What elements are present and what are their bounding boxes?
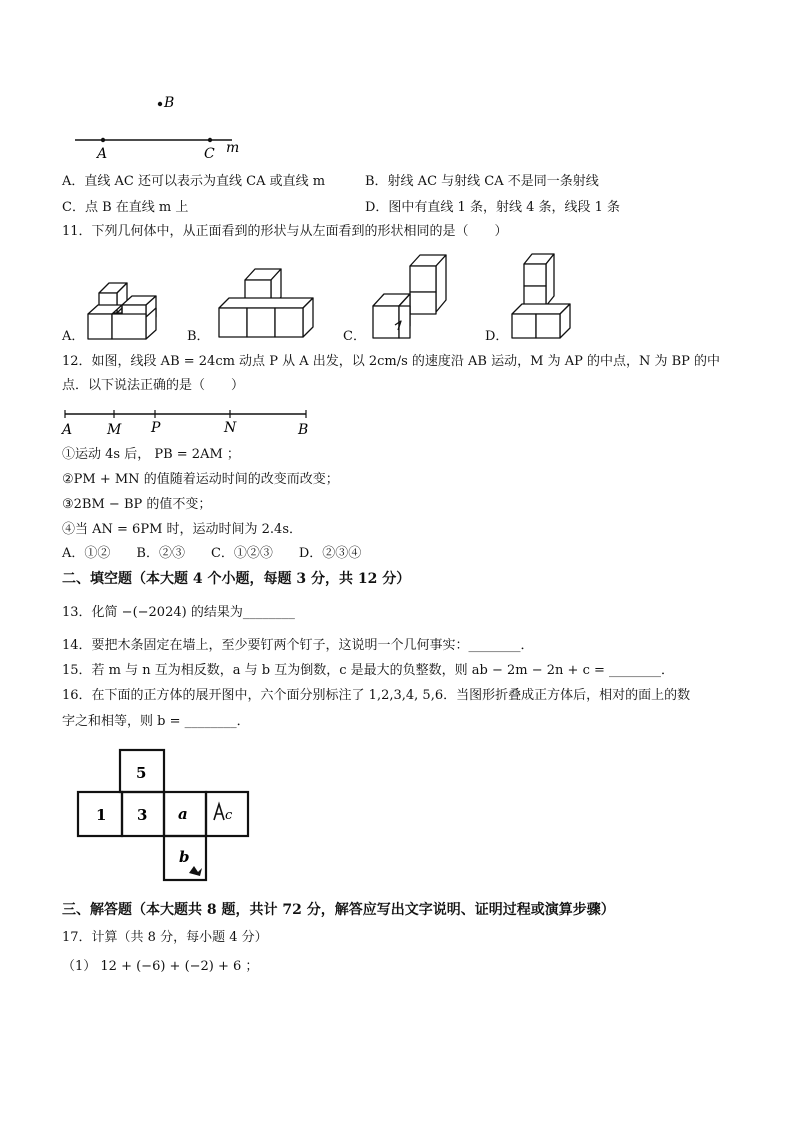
q12-statement-4: ④当 AN = 6PM 时，运动时间为 2.4s． (62, 522, 302, 537)
q17-part-1: （1） 12 + (−6) + (−2) + 6 ； (62, 959, 259, 974)
seg-label-N: N (224, 420, 237, 436)
q11-label-c: C． (343, 329, 366, 344)
q12-segment-figure (60, 404, 320, 440)
label-A: A (97, 146, 108, 162)
cube-net-figure (76, 748, 252, 884)
q10-option-c: C．点 B 在直线 m 上 (62, 200, 189, 215)
section-3-heading: 三、解答题（本大题共 8 题，共计 72 分，解答应写出文字说明、证明过程或演算步骤） (62, 902, 615, 918)
seg-label-A: A (62, 422, 73, 438)
q15: 15．若 m 与 n 互为相反数，a 与 b 互为倒数，c 是最大的负整数，则 ab − 2m − 2n + c = ________． (62, 663, 675, 678)
q12-stem-line2: 点．以下说法正确的是（ ） (62, 378, 245, 393)
net-face-1: 1 (96, 806, 107, 824)
net-face-a: a (178, 805, 188, 823)
q17-stem: 17．计算（共 8 分，每小题 4 分） (62, 930, 268, 945)
seg-label-B: B (298, 422, 309, 438)
q12-statement-3: ③2BM − BP 的值不变； (62, 497, 212, 512)
q10-option-a: A．直线 AC 还可以表示为直线 CA 或直线 m (62, 174, 326, 189)
q12-statement-2: ②PM + MN 的值随着运动时间的改变而改变； (62, 472, 339, 487)
net-face-3: 3 (137, 806, 148, 824)
label-m: m (226, 140, 240, 156)
seg-label-M: M (107, 422, 122, 438)
q10-option-b: B．射线 AC 与射线 CA 不是同一条射线 (365, 174, 599, 189)
q11-solids (60, 246, 600, 352)
seg-label-P: P (151, 420, 161, 436)
q13: 13．化简 −(−2024) 的结果为________ (62, 605, 295, 620)
label-B: B (164, 95, 175, 111)
net-face-b: b (179, 848, 190, 866)
q11-stem: 11．下列几何体中，从正面看到的形状与从左面看到的形状相同的是（ ） (62, 224, 508, 239)
q12-options: A．①② B．②③ C．①②③ D．②③④ (62, 546, 362, 561)
q11-label-b: B． (187, 329, 210, 344)
q12-stem-line1: 12．如图，线段 AB = 24cm 动点 P 从 A 出发，以 2cm/s 的速度沿 AB 运动，M 为 AP 的中点，N 为 BP 的中 (62, 354, 721, 369)
q12-statement-1: ①运动 4s 后， PB = 2AM ； (62, 447, 240, 462)
label-C: C (204, 146, 215, 162)
q16-line2: 字之和相等，则 b = ________． (62, 714, 250, 729)
q14: 14．要把木条固定在墙上，至少要钉两个钉子，这说明一个几何事实：________． (62, 638, 534, 653)
q11-label-a: A． (62, 329, 85, 344)
q10-option-d: D．图中有直线 1 条，射线 4 条，线段 1 条 (365, 200, 621, 215)
net-face-top: 5 (136, 764, 147, 782)
net-face-c: c (225, 808, 233, 823)
section-2-heading: 二、填空题（本大题 4 个小题，每题 3 分，共 12 分） (62, 571, 411, 587)
line-figure (70, 90, 250, 162)
q11-label-d: D． (485, 329, 509, 344)
q16-line1: 16．在下面的正方体的展开图中，六个面分别标注了 1,2,3,4, 5,6．当图形折叠成正方体后，相对的面上的数 (62, 688, 691, 703)
